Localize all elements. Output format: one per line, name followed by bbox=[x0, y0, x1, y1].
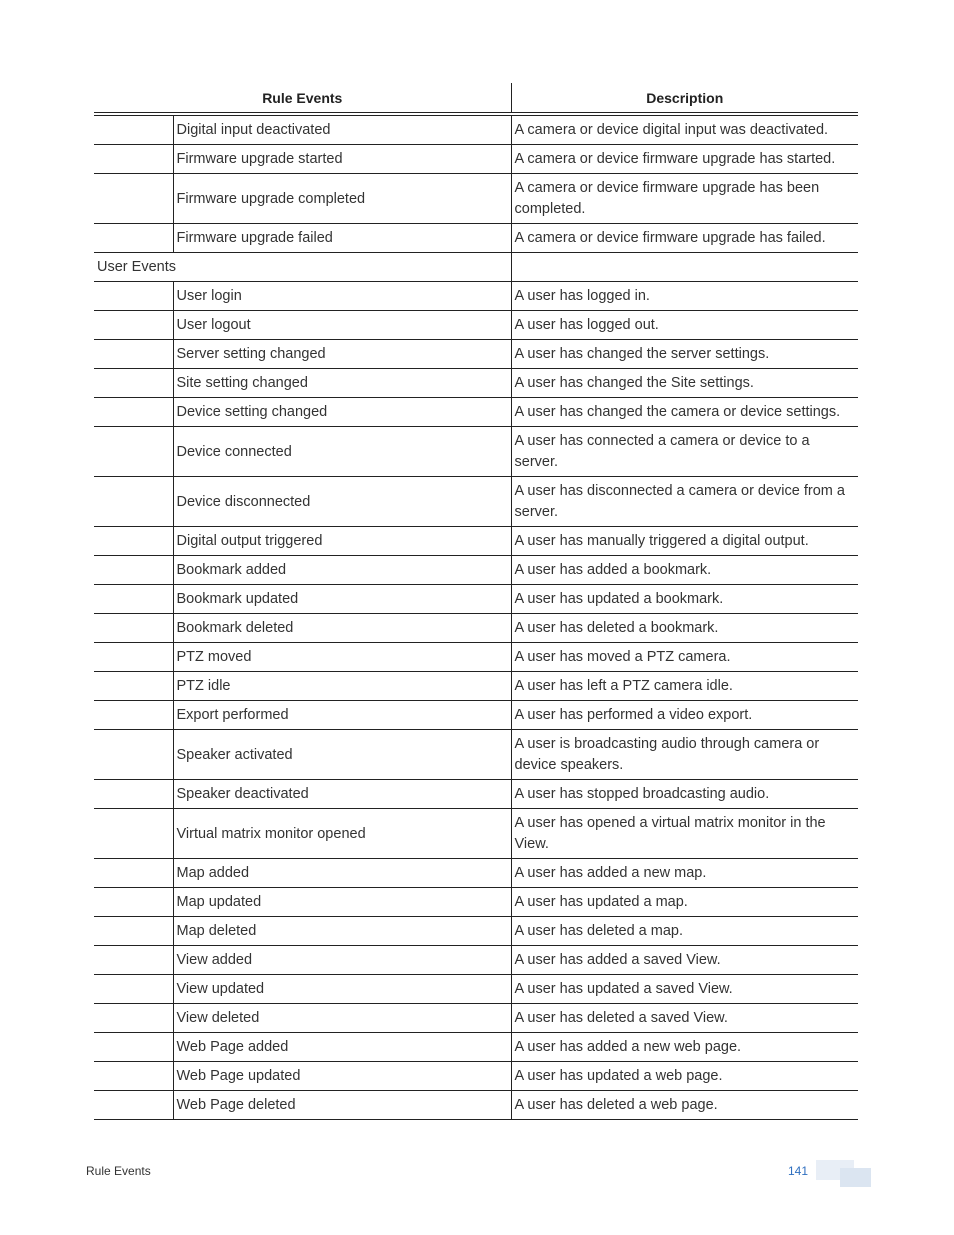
event-name-cell: User logout bbox=[173, 311, 511, 340]
table-row bbox=[94, 672, 858, 701]
indent-cell bbox=[94, 427, 173, 477]
indent-cell bbox=[94, 672, 173, 701]
event-name-cell: Export performed bbox=[173, 701, 511, 730]
table-row bbox=[94, 701, 858, 730]
event-name-cell: Speaker deactivated bbox=[173, 780, 511, 809]
table-row bbox=[94, 477, 858, 527]
event-name-cell: Speaker activated bbox=[173, 730, 511, 780]
event-name-cell: Map deleted bbox=[173, 917, 511, 946]
page-corner-decoration bbox=[816, 1160, 872, 1188]
description-cell: A user has updated a web page. bbox=[511, 1062, 858, 1091]
indent-cell bbox=[94, 114, 173, 145]
event-name-cell: Web Page deleted bbox=[173, 1091, 511, 1120]
description-cell: A user has left a PTZ camera idle. bbox=[511, 672, 858, 701]
description-cell: A user has deleted a map. bbox=[511, 917, 858, 946]
description-cell: A camera or device firmware upgrade has failed. bbox=[511, 224, 858, 253]
indent-cell bbox=[94, 556, 173, 585]
event-name-cell: Firmware upgrade started bbox=[173, 145, 511, 174]
indent-cell bbox=[94, 311, 173, 340]
event-name-cell: Site setting changed bbox=[173, 369, 511, 398]
page-number: 141 bbox=[788, 1164, 809, 1178]
event-name-cell: Device disconnected bbox=[173, 477, 511, 527]
indent-cell bbox=[94, 585, 173, 614]
description-cell: A user has added a new map. bbox=[511, 859, 858, 888]
indent-cell bbox=[94, 809, 173, 859]
table-row bbox=[94, 917, 858, 946]
indent-cell bbox=[94, 282, 173, 311]
event-name-cell: Bookmark added bbox=[173, 556, 511, 585]
indent-cell bbox=[94, 527, 173, 556]
table-row bbox=[94, 427, 858, 477]
table-row bbox=[94, 282, 858, 311]
indent-cell bbox=[94, 730, 173, 780]
event-name-cell: Firmware upgrade completed bbox=[173, 174, 511, 224]
description-cell: A user has changed the server settings. bbox=[511, 340, 858, 369]
event-name-cell: Device setting changed bbox=[173, 398, 511, 427]
event-name-cell: Device connected bbox=[173, 427, 511, 477]
event-name-cell: Digital input deactivated bbox=[173, 114, 511, 145]
table-row bbox=[94, 809, 858, 859]
indent-cell bbox=[94, 614, 173, 643]
event-name-cell: Web Page added bbox=[173, 1033, 511, 1062]
description-cell: A user has updated a map. bbox=[511, 888, 858, 917]
event-name-cell: PTZ idle bbox=[173, 672, 511, 701]
indent-cell bbox=[94, 145, 173, 174]
table-row bbox=[94, 585, 858, 614]
description-cell: A camera or device firmware upgrade has been completed. bbox=[511, 174, 858, 224]
table-header-row bbox=[94, 83, 858, 114]
description-cell: A camera or device firmware upgrade has started. bbox=[511, 145, 858, 174]
description-cell: A user has performed a video export. bbox=[511, 701, 858, 730]
table-row bbox=[94, 730, 858, 780]
header-rule-events: Rule Events bbox=[94, 83, 511, 114]
description-cell: A user has deleted a web page. bbox=[511, 1091, 858, 1120]
description-cell: A camera or device digital input was deactivated. bbox=[511, 114, 858, 145]
indent-cell bbox=[94, 1033, 173, 1062]
table-row bbox=[94, 224, 858, 253]
description-cell: A user has added a new web page. bbox=[511, 1033, 858, 1062]
description-cell: A user is broadcasting audio through camera or device speakers. bbox=[511, 730, 858, 780]
group-row bbox=[94, 253, 858, 282]
description-cell: A user has updated a bookmark. bbox=[511, 585, 858, 614]
table-row bbox=[94, 311, 858, 340]
table-row bbox=[94, 1033, 858, 1062]
group-label: User Events bbox=[94, 253, 511, 282]
table-body bbox=[94, 114, 858, 1120]
description-cell: A user has changed the Site settings. bbox=[511, 369, 858, 398]
table-row bbox=[94, 556, 858, 585]
event-name-cell: Virtual matrix monitor opened bbox=[173, 809, 511, 859]
event-name-cell: Map added bbox=[173, 859, 511, 888]
indent-cell bbox=[94, 946, 173, 975]
description-cell: A user has stopped broadcasting audio. bbox=[511, 780, 858, 809]
indent-cell bbox=[94, 398, 173, 427]
description-cell: A user has logged out. bbox=[511, 311, 858, 340]
table-row bbox=[94, 888, 858, 917]
description-cell: A user has deleted a saved View. bbox=[511, 1004, 858, 1033]
rule-events-table bbox=[94, 83, 858, 1120]
table-row bbox=[94, 975, 858, 1004]
indent-cell bbox=[94, 975, 173, 1004]
event-name-cell: User login bbox=[173, 282, 511, 311]
table-row bbox=[94, 614, 858, 643]
table-row bbox=[94, 145, 858, 174]
event-name-cell: PTZ moved bbox=[173, 643, 511, 672]
indent-cell bbox=[94, 1091, 173, 1120]
table-row bbox=[94, 369, 858, 398]
indent-cell bbox=[94, 917, 173, 946]
table-row bbox=[94, 859, 858, 888]
event-name-cell: Bookmark deleted bbox=[173, 614, 511, 643]
table-row bbox=[94, 1004, 858, 1033]
indent-cell bbox=[94, 1004, 173, 1033]
description-cell: A user has added a saved View. bbox=[511, 946, 858, 975]
description-cell: A user has updated a saved View. bbox=[511, 975, 858, 1004]
description-cell: A user has opened a virtual matrix monitor in the View. bbox=[511, 809, 858, 859]
event-name-cell: Map updated bbox=[173, 888, 511, 917]
indent-cell bbox=[94, 1062, 173, 1091]
description-cell: A user has logged in. bbox=[511, 282, 858, 311]
indent-cell bbox=[94, 859, 173, 888]
event-name-cell: View updated bbox=[173, 975, 511, 1004]
table-row bbox=[94, 398, 858, 427]
table-row bbox=[94, 340, 858, 369]
table-row bbox=[94, 527, 858, 556]
table-row bbox=[94, 114, 858, 145]
header-description: Description bbox=[511, 83, 858, 114]
description-cell: A user has added a bookmark. bbox=[511, 556, 858, 585]
description-cell: A user has disconnected a camera or device from a server. bbox=[511, 477, 858, 527]
table-row bbox=[94, 946, 858, 975]
table-row bbox=[94, 174, 858, 224]
indent-cell bbox=[94, 340, 173, 369]
description-cell: A user has manually triggered a digital output. bbox=[511, 527, 858, 556]
description-cell: A user has moved a PTZ camera. bbox=[511, 643, 858, 672]
indent-cell bbox=[94, 780, 173, 809]
table-row bbox=[94, 780, 858, 809]
indent-cell bbox=[94, 643, 173, 672]
event-name-cell: Digital output triggered bbox=[173, 527, 511, 556]
description-cell bbox=[511, 253, 858, 282]
description-cell: A user has connected a camera or device to a server. bbox=[511, 427, 858, 477]
event-name-cell: View deleted bbox=[173, 1004, 511, 1033]
footer-section-label: Rule Events bbox=[86, 1164, 151, 1178]
indent-cell bbox=[94, 369, 173, 398]
event-name-cell: Bookmark updated bbox=[173, 585, 511, 614]
indent-cell bbox=[94, 224, 173, 253]
indent-cell bbox=[94, 701, 173, 730]
event-name-cell: Firmware upgrade failed bbox=[173, 224, 511, 253]
event-name-cell: Server setting changed bbox=[173, 340, 511, 369]
indent-cell bbox=[94, 174, 173, 224]
description-cell: A user has changed the camera or device settings. bbox=[511, 398, 858, 427]
description-cell: A user has deleted a bookmark. bbox=[511, 614, 858, 643]
indent-cell bbox=[94, 477, 173, 527]
table-row bbox=[94, 1091, 858, 1120]
table-row bbox=[94, 643, 858, 672]
table-row bbox=[94, 1062, 858, 1091]
indent-cell bbox=[94, 888, 173, 917]
event-name-cell: Web Page updated bbox=[173, 1062, 511, 1091]
event-name-cell: View added bbox=[173, 946, 511, 975]
